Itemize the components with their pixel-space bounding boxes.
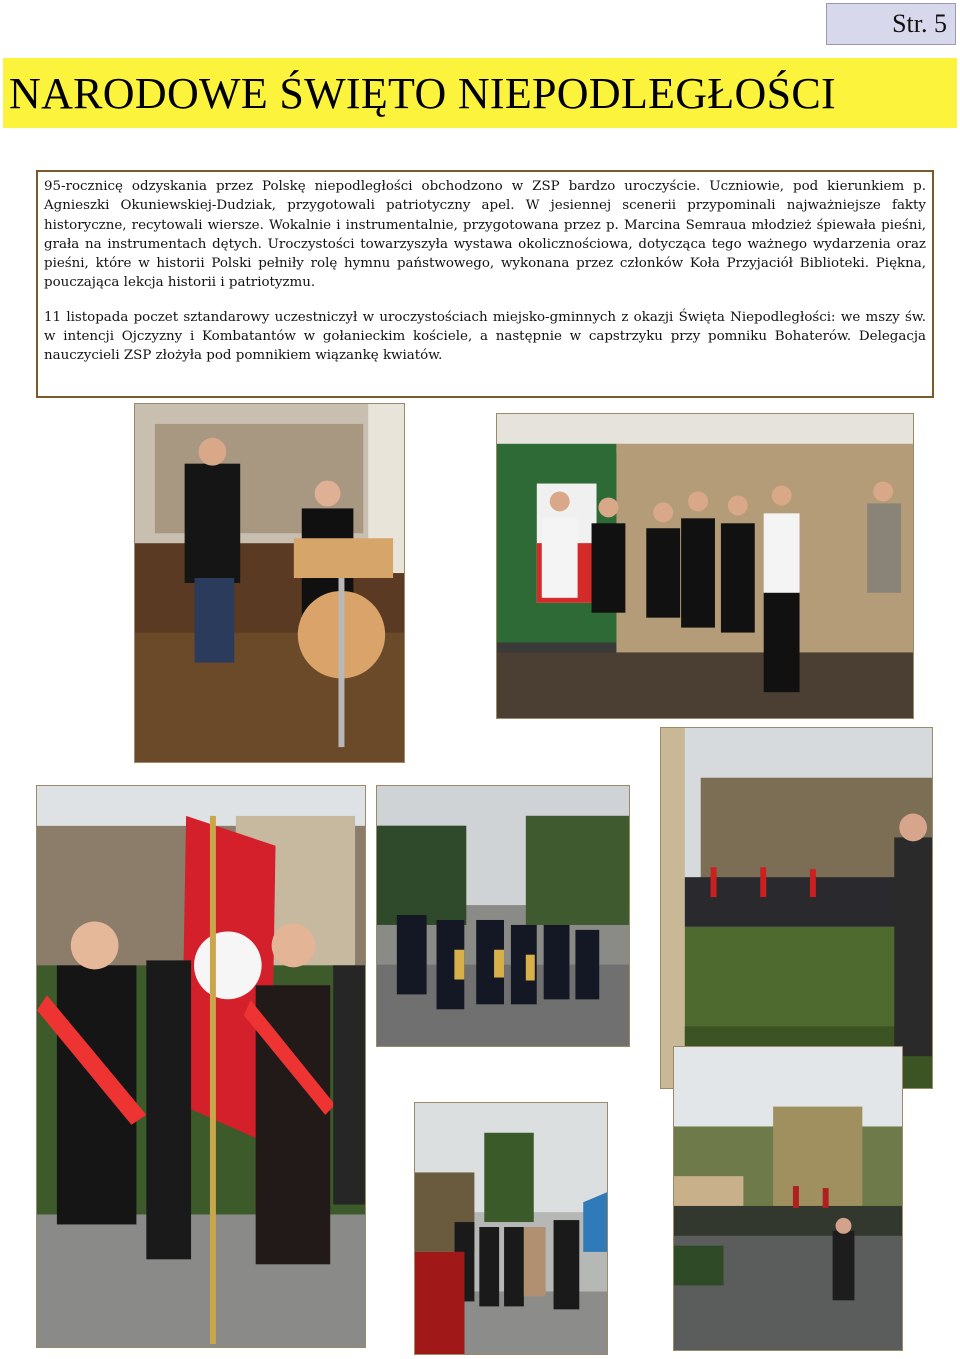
page-number: Str. 5 [826,3,956,45]
photo-procession-street [414,1102,608,1355]
article-paragraph-1: 95-rocznicę odzyskania przez Polskę niepodległości obchodzono w ZSP bardzo uroczyście. Uczniowie, pod kierunkiem p. Agnieszki Okuniewskiej-Dudziak, przygotowali patriotyczny apel. W jesiennej scenerii przypominali najważniejsze fakty historyczne, recytowali wiersze. Wokalnie i instrumentalnie, przygotowana przez p. Marcina Semraua młodzież śpiewała pieśni, grała na instrumentach dętych. Uroczystości towarzyszyła wystawa okolicznościowa, dotycząca tego ważnego wydarzenia oraz pieśni, które w historii Polski pełniły rolę hymnu państwowego, wykonana przez członków Koła Przyjaciół Biblioteki. Piękna, pouczająca lekcja historii i patriotyzmu. [44,179,926,291]
photo-flag-bearers [36,785,366,1348]
page-title: NARODOWE ŚWIĘTO NIEPODLEGŁOŚCI [3,58,957,128]
photo-podium-speakers [134,403,405,763]
photo-stage-singers [496,413,914,719]
photo-brass-band [376,785,630,1047]
article-box [36,170,934,398]
photo-square-crowd [673,1046,903,1351]
photo-monument-ceremony [660,727,933,1089]
article-paragraph-2: 11 listopada poczet sztandarowy uczestniczył w uroczystościach miejsko-gminnych z okazji Święta Niepodległości: we mszy św. w intencji Ojczyzny i Kombatantów w gołanieckim kościele, a następnie w capstrzyku przy pomniku Bohaterów. Delegacja nauczycieli ZSP złożyła pod pomnikiem wiązankę kwiatów. [44,309,926,364]
